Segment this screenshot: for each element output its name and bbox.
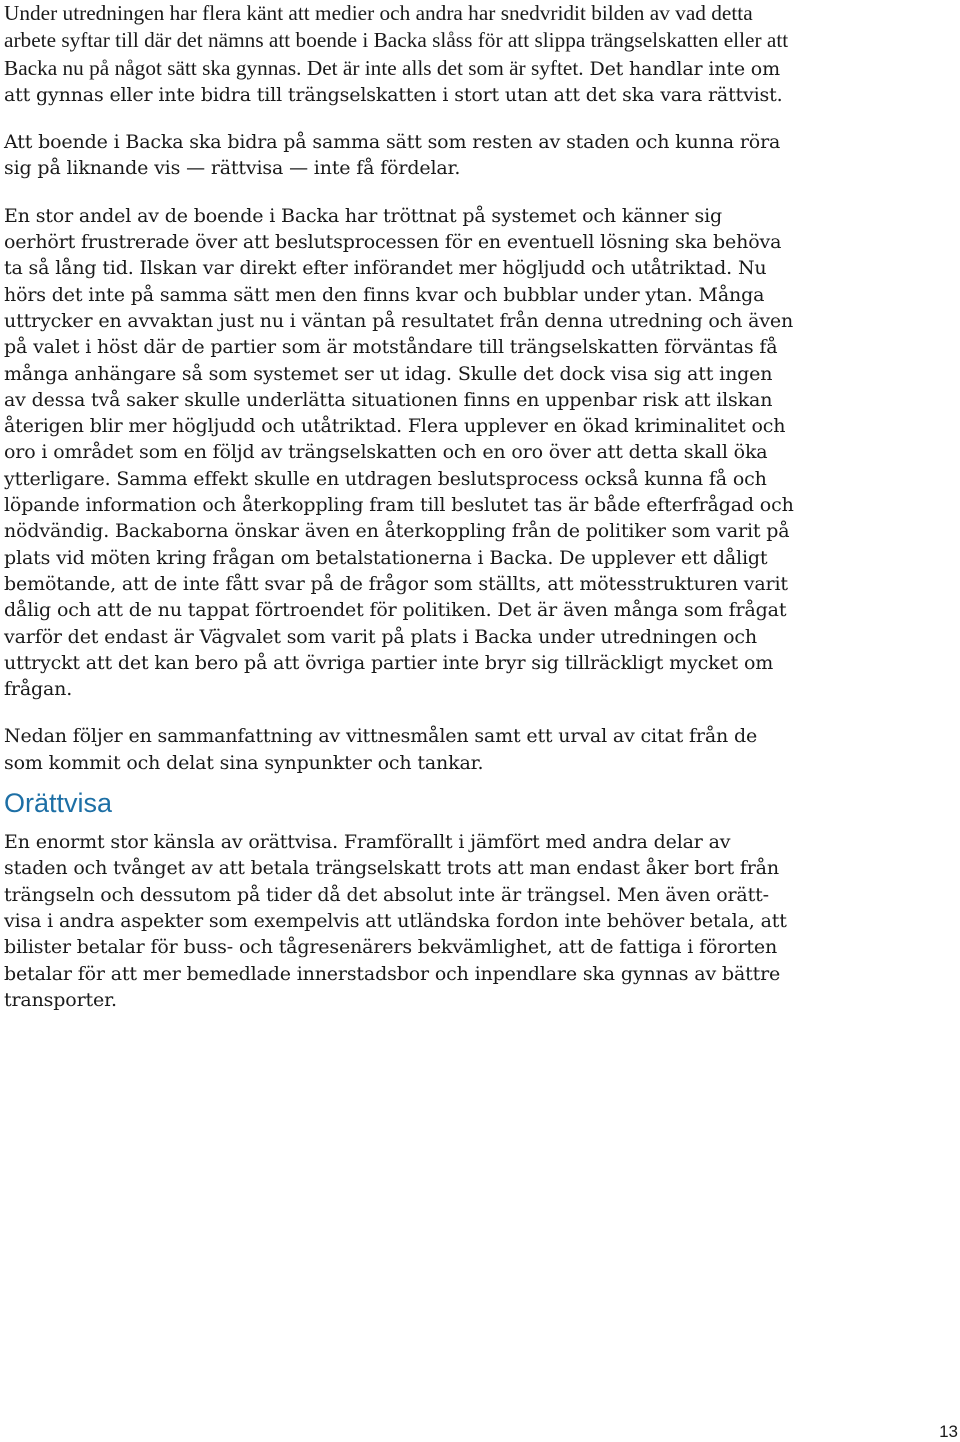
page-number: 13 (939, 1422, 958, 1441)
paragraph-summary-intro: Nedan följer en sammanfattning av vittnesmålen samt ett urval av citat från de som kommit och delat sina synpunkter och tankar. (4, 725, 758, 774)
paragraph-frustration: En stor andel av de boende i Backa har tröttnat på systemet och känner sig oerhört frustrerade över att beslutsprocessen för en eventuell lösning ska behöva ta så lång tid. Ilskan var direkt efter införandet mer högljudd och utåtriktad. Nu hörs det inte på samma sätt men den finns kvar och bubblar under ytan. Många uttrycker en avvaktan just nu i väntan på resultatet från denna utredning och även på valet i höst där de partier som är motståndare till trängselskatten förväntas få många anhängare så som systemet ser ut idag. Skulle det dock visa sig att ingen av dessa två saker skulle underlätta situationen finns en uppenbar risk att ilskan återigen blir mer högljudd och utåtriktad. Flera upplever en ökad kriminalitet och oro i området som en följd av trängselskatten och en oro över att detta skall öka ytterligare. Samma effekt skulle en utdragen beslutsprocess också kunna få och löpande information och återkoppling fram till beslutet tas är både efterfrågad och nödvändig. Backaborna önskar även en återkoppling från de politiker som varit på plats vid möten kring frågan om betalstationerna i Backa. De upplever ett dåligt bemötande, att de inte fått svar på de frågor som ställts, att mötesstrukturen varit dålig och att de nu tappat förtroendet för politiken. Det är även många som frågat varför det endast är Vägvalet som varit på plats i Backa under utredningen och uttryckt att det kan bero på att övriga partier inte bryr sig tillräckligt mycket om frågan. (4, 204, 794, 701)
paragraph-gap (4, 702, 794, 723)
document-body (4, 0, 794, 1013)
section-heading-orattvisa: Orättvisa (4, 788, 113, 819)
paragraph-media-distortion (4, 0, 794, 108)
paragraph-gap (4, 182, 794, 203)
paragraph-gap (4, 108, 794, 129)
paragraph-media-distortion-part1: Under utredningen har flera känt att medier och andra har snedvridit bilden av vad detta arbete syftar till där det nämns att boende i Backa slåss för att slippa trängselskatten eller att Backa nu på något sätt ska gynnas. Det är inte alls det som är syftet. (4, 1, 789, 80)
paragraph-media-distortion-part2: Det handlar inte om att gynnas eller inte bidra till trängselskatten i stort utan att det ska vara rättvist. (4, 57, 783, 106)
paragraph-orattvisa: En enormt stor känsla av orättvisa. Framförallt i jämfört med andra delar av staden och tvånget av att betala trängselskatt trots att man endast åker bort från trängseln och dessutom på tider då det absolut inte är trängsel. Men även orätt-visa i andra aspekter som exempelvis att utländska fordon inte behöver betala, att bilister betalar för buss- och tågresenärers bekvämlighet, att de fattiga i förorten betalar för att mer bemedlade innerstadsbor och inpendlare ska gynnas av bättre transporter. (4, 831, 787, 1011)
paragraph-fairness: Att boende i Backa ska bidra på samma sätt som resten av staden och kunna röra sig på liknande vis — rättvisa — inte få fördelar. (4, 131, 781, 180)
